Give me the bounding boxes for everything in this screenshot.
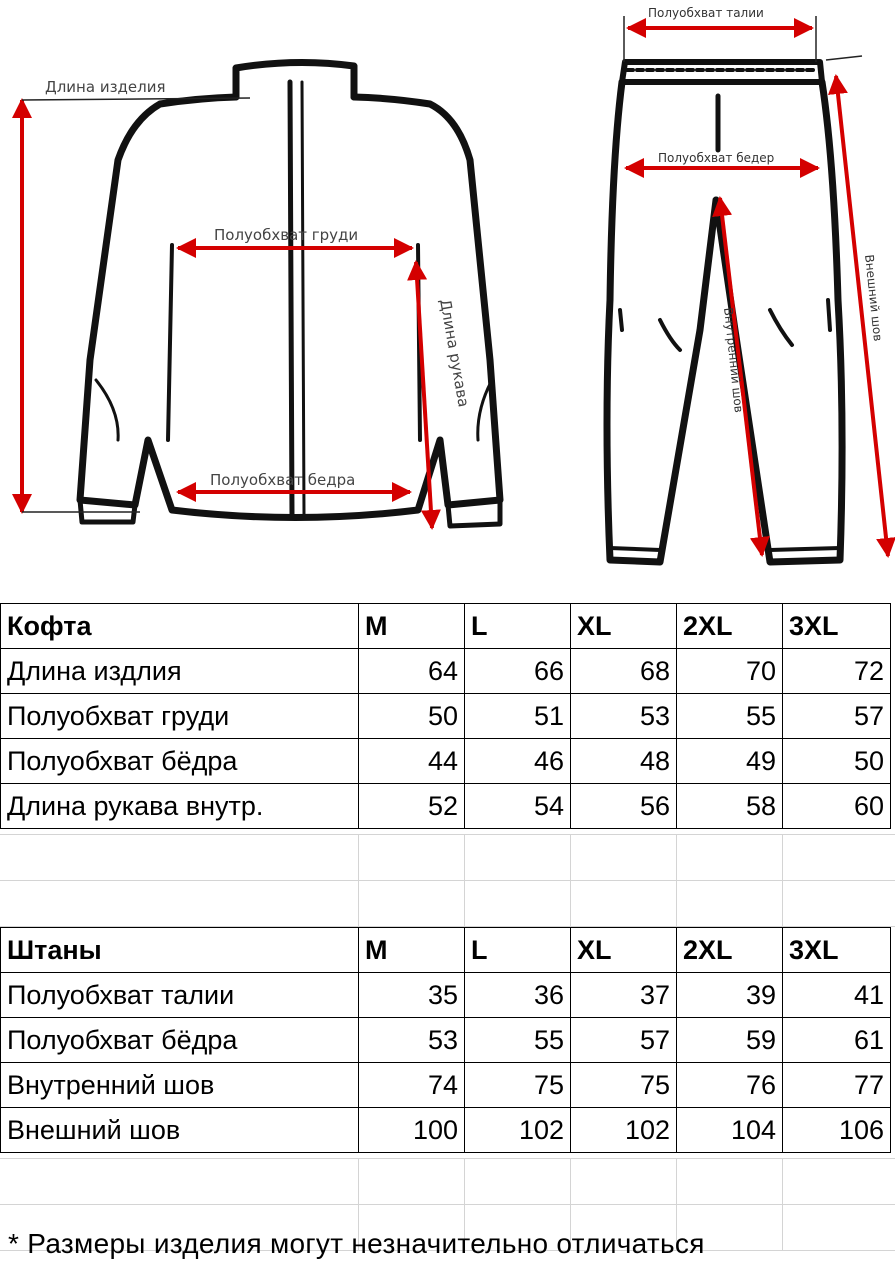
cell-value: 35 [359,973,465,1018]
cell-value: 56 [571,784,677,829]
cell-value: 66 [465,649,571,694]
cell-value: 53 [571,694,677,739]
cell-value: 70 [677,649,783,694]
table-row [1,739,891,784]
jacket-size-table [0,603,891,829]
cell-value: 36 [465,973,571,1018]
pants-table-title: Штаны [1,928,359,973]
cell-value: 52 [359,784,465,829]
label-pants-hip: Полуобхват бедер [658,151,775,165]
cell-value: 55 [677,694,783,739]
size-header: 2XL [677,928,783,973]
label-pants-outseam: Внешний шов [862,253,886,342]
size-header: XL [571,928,677,973]
cell-value: 74 [359,1063,465,1108]
table-row [1,1063,891,1108]
cell-value: 51 [465,694,571,739]
table-row [1,973,891,1018]
row-label: Полуобхват талии [1,973,359,1018]
label-jacket-length: Длина изделия [45,78,166,96]
row-label: Полуобхват бёдра [1,1018,359,1063]
pants-table-header [1,928,891,973]
cell-value: 102 [571,1108,677,1153]
size-diagram [0,0,895,600]
size-header: M [359,928,465,973]
row-label: Длина рукава внутр. [1,784,359,829]
jacket-table-title: Кофта [1,604,359,649]
label-jacket-hip: Полуобхват бедра [210,471,356,489]
cell-value: 46 [465,739,571,784]
size-header: 3XL [783,604,891,649]
size-header: L [465,604,571,649]
label-pants-waist: Полуобхват талии [648,6,764,20]
cell-value: 104 [677,1108,783,1153]
size-header: XL [571,604,677,649]
cell-value: 49 [677,739,783,784]
row-label: Полуобхват бёдра [1,739,359,784]
size-header: L [465,928,571,973]
table-row [1,694,891,739]
table-row [1,1018,891,1063]
cell-value: 41 [783,973,891,1018]
row-label: Полуобхват груди [1,694,359,739]
cell-value: 75 [465,1063,571,1108]
cell-value: 60 [783,784,891,829]
cell-value: 77 [783,1063,891,1108]
cell-value: 61 [783,1018,891,1063]
cell-value: 64 [359,649,465,694]
cell-value: 58 [677,784,783,829]
table-row [1,1108,891,1153]
cell-value: 57 [571,1018,677,1063]
cell-value: 50 [359,694,465,739]
cell-value: 57 [783,694,891,739]
cell-value: 59 [677,1018,783,1063]
label-pants-inseam: Внутренний шов [721,306,746,414]
cell-value: 50 [783,739,891,784]
cell-value: 68 [571,649,677,694]
size-header: 3XL [783,928,891,973]
row-label: Внешний шов [1,1108,359,1153]
cell-value: 102 [465,1108,571,1153]
row-label: Внутренний шов [1,1063,359,1108]
jacket-illustration [80,62,500,526]
cell-value: 53 [359,1018,465,1063]
jacket-table-header [1,604,891,649]
size-header: 2XL [677,604,783,649]
cell-value: 76 [677,1063,783,1108]
size-header: M [359,604,465,649]
cell-value: 100 [359,1108,465,1153]
cell-value: 106 [783,1108,891,1153]
table-row [1,649,891,694]
cell-value: 55 [465,1018,571,1063]
label-jacket-sleeve: Длина рукава [436,297,473,409]
label-jacket-chest: Полуобхват груди [214,226,359,244]
row-label: Длина издлия [1,649,359,694]
cell-value: 75 [571,1063,677,1108]
table-row [1,784,891,829]
cell-value: 54 [465,784,571,829]
cell-value: 37 [571,973,677,1018]
cell-value: 44 [359,739,465,784]
pants-size-table [0,927,891,1153]
cell-value: 72 [783,649,891,694]
size-disclaimer-note: * Размеры изделия могут незначительно отличаться [8,1228,705,1259]
cell-value: 39 [677,973,783,1018]
cell-value: 48 [571,739,677,784]
